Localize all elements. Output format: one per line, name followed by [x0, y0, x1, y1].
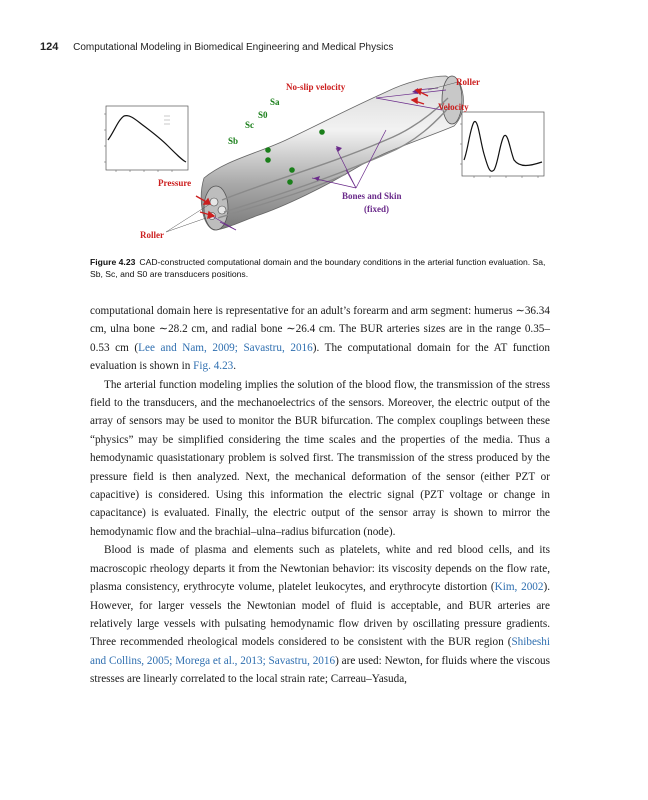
paragraph-3: [90, 541, 550, 688]
paragraph-1-text-b: ). The computational domain for the AT function evaluation is shown in: [90, 341, 550, 373]
citation-shibeshi-morega-savastru[interactable]: Shibeshi and Collins, 2005; Morega et al., 2013; Savastru, 2016: [90, 636, 550, 667]
caption-text: CAD-constructed computational domain and the boundary conditions in the arterial function evaluation. Sa, Sb, Sc, and S0 are transducers positions.: [90, 257, 546, 279]
running-title: Computational Modeling in Biomedical Engineering and Medical Physics: [73, 42, 394, 53]
paragraph-2: The arterial function modeling implies the solution of the blood flow, the transmission of the stress field to the transducers, and the mechanoelectrics of the sensors. Moreover, the electric output of the array of sensors may be used to monitor the BUR bifurcation. The complex couplings between these “physics” may be simplified considering the time scales and the properties of the media. Thus a hemodynamic quasistationary problem is solved first. The transmission of the stress produced by the pressure field is then analyzed. Next, the mechanical deformation of the sensor (either PZT or capacitive) is considered. Using this information the electric signal (PZT voltage or change in capacitance) is evaluated. Finally, the electric output of the sensor array is shown to mirror the hemodynamic flow and the brachial–ulna–radius bifurcation (node).: [90, 378, 550, 538]
caption-label: Figure 4.23: [90, 257, 136, 267]
page-number: 124: [40, 41, 59, 53]
figure-graphic: [86, 70, 566, 250]
paragraph-1: [90, 302, 550, 376]
paragraph-1-text-c: .: [233, 360, 237, 373]
citation-kim[interactable]: Kim, 2002: [494, 581, 544, 594]
running-header: [40, 41, 600, 53]
label-s0: S0: [258, 110, 268, 120]
label-sc: Sc: [245, 120, 254, 130]
label-sb: Sb: [228, 136, 239, 146]
label-sa: Sa: [270, 97, 280, 107]
figure-caption: [90, 256, 550, 280]
label-no-slip-velocity: No-slip velocity: [286, 82, 346, 92]
paragraph-3-text-b: ). However, for larger vessels the Newtonian model of fluid is acceptable, and BUR arteries are relatively large vessels with pulsating hemodynamic flow driven by oscillating pressure gradients. Three recommended rheological models considered to be consistent with the BUR region (: [90, 581, 551, 649]
body-text: [90, 302, 550, 689]
label-pressure: Pressure: [158, 178, 192, 188]
label-bones-skin-fixed: (fixed): [364, 204, 389, 214]
velocity-waveform-inset: [460, 112, 544, 178]
label-roller-top: Roller: [456, 77, 480, 87]
paragraph-3-text-a: Blood is made of plasma and elements such as platelets, white and red blood cells, and its macroscopic rheology departs it from the Newtonian behavior: its viscosity depends on the flow rate, plasma consistency, erythrocyte volume, platelet leukocytes, and erythrocyte distortion (: [90, 544, 550, 594]
citation-lee-nam-savastru[interactable]: Lee and Nam, 2009; Savastru, 2016: [138, 341, 313, 354]
paragraph-3-text-c: ) are used: Newton, for fluids where the viscous stresses are linearly correlated to the local strain rate; Carreau–Yasuda,: [90, 654, 550, 686]
arm-segment-domain: [166, 76, 463, 232]
label-velocity: Velocity: [438, 102, 469, 112]
paragraph-1-text-a: computational domain here is representative for an adult’s forearm and arm segment: humerus ∼36.34 cm, ulna bone ∼28.2 cm, and radial bone ∼26.4 cm. The BUR arteries sizes are in the range 0.35–0.53 cm (: [90, 305, 550, 354]
figure-4-23: [86, 70, 566, 250]
label-roller-bottom: Roller: [140, 230, 164, 240]
pressure-waveform-inset: [104, 106, 188, 172]
label-bones-skin: Bones and Skin: [342, 191, 402, 201]
figure-link-4-23[interactable]: Fig. 4.23: [193, 360, 234, 373]
